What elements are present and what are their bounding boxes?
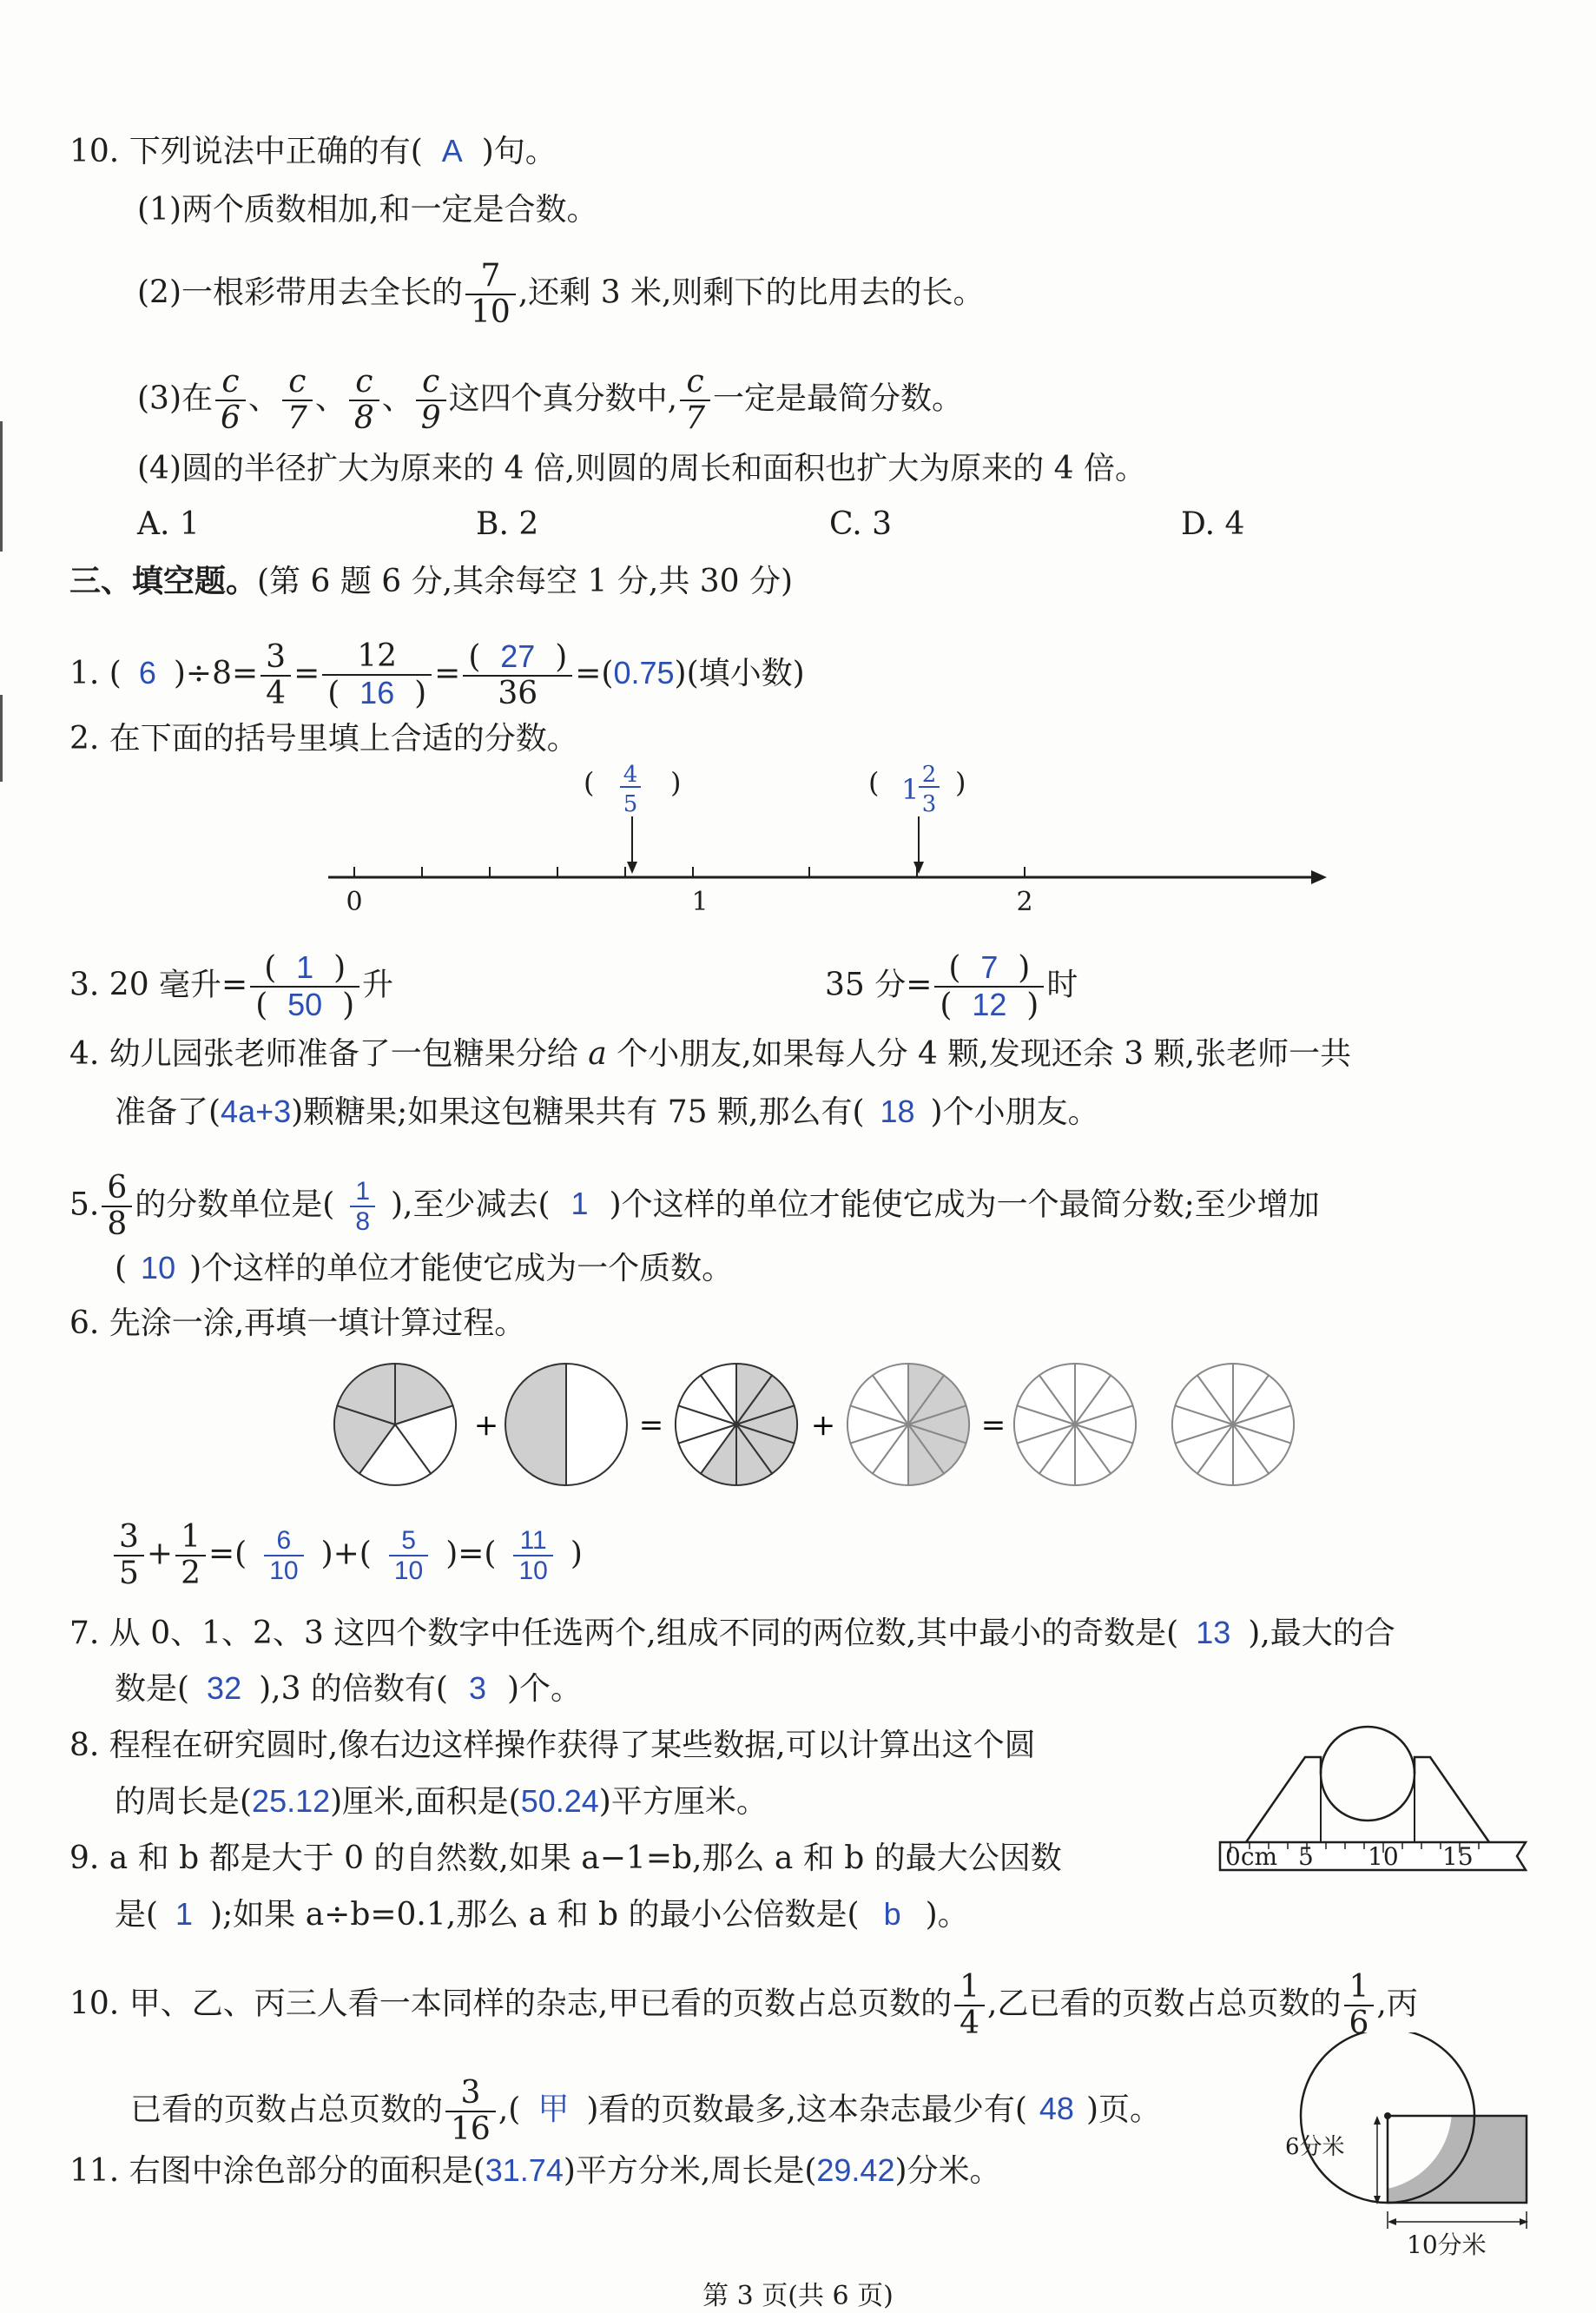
section-title: 三、填空题。(第 6 题 6 分,其余每空 1 分,共 30 分) bbox=[69, 563, 794, 599]
fill-q6-calc: $\frac{3}{5}$ + $\frac{1}{2}$ =( $\frac{6}{10}$ )+( $\frac{5}{10}$ )=( $\frac{11}{10}$ ) bbox=[111, 1520, 583, 1592]
answer: 7 bbox=[980, 949, 999, 985]
label-num: 2 bbox=[921, 762, 937, 788]
answer: 0.75 bbox=[613, 654, 675, 691]
label-den: 3 bbox=[921, 791, 937, 817]
number-line-figure bbox=[313, 756, 1355, 929]
tick-label: 0 bbox=[346, 887, 363, 917]
page-footer: 第 3 页(共 6 页) bbox=[702, 2281, 894, 2311]
margin-bar bbox=[0, 695, 3, 782]
fill-q7-line1: 7. 从 0、1、2、3 这四个数字中任选两个,组成不同的两位数,其中最小的奇数是( 13 ),最大的合 bbox=[69, 1615, 1395, 1651]
answer-fraction: $\frac{11}{10}$ bbox=[513, 1526, 552, 1586]
fraction: $\frac{1}{4}$ bbox=[954, 1970, 985, 2042]
q10-stem: 10. 下列说法中正确的有( A )句。 bbox=[69, 133, 557, 169]
fill-q11: 11. 右图中涂色部分的面积是(31.74)平方分米,周长是(29.42)分米。 bbox=[69, 2152, 1001, 2189]
height-label: 6分米 bbox=[1285, 2134, 1345, 2160]
circle-tenths-3 bbox=[1014, 1364, 1136, 1485]
answer: 12 bbox=[972, 987, 1007, 1023]
fraction: $\frac{c}{7}$ bbox=[282, 365, 313, 437]
fraction: $\frac{c}{8}$ bbox=[349, 365, 379, 437]
answer: 3 bbox=[468, 1670, 487, 1706]
answer: 1 bbox=[570, 1186, 589, 1222]
answer-fraction: $\frac{1}{8}$ bbox=[350, 1177, 375, 1237]
fill-q2: 2. 在下面的括号里填上合适的分数。 bbox=[69, 721, 578, 757]
answer-fraction: $\frac{6}{10}$ bbox=[264, 1526, 303, 1586]
label-open: ( bbox=[868, 766, 880, 799]
fill-q6: 6. 先涂一涂,再填一填计算过程。 bbox=[69, 1305, 526, 1341]
fill-q5-line1: 5. $\frac{6}{8}$ 的分数单位是( $\frac{1}{8}$ ),至少减去( 1 )个这样的单位才能使它成为一个最简分数;至少增加 bbox=[69, 1170, 1320, 1243]
answer: 50.24 bbox=[520, 1783, 599, 1819]
fraction: $\frac{1}{6}$ bbox=[1344, 1970, 1375, 2042]
q10-statement-4: (4)圆的半径扩大为原来的 4 倍,则圆的周长和面积也扩大为原来的 4 倍。 bbox=[137, 451, 1147, 486]
answer: 50 bbox=[287, 987, 323, 1023]
fill-q8-line2: 的周长是(25.12)厘米,面积是(50.24)平方厘米。 bbox=[115, 1783, 768, 1820]
answer: 31.74 bbox=[485, 2152, 564, 2188]
option-b: B. 2 bbox=[476, 506, 539, 542]
answer: 27 bbox=[500, 638, 536, 674]
answer: 1 bbox=[175, 1896, 194, 1932]
fill-q3-right: 35 分= $\frac{( 7 )}{( 12 )}$ 时 bbox=[825, 949, 1078, 1024]
label-den: 5 bbox=[623, 791, 638, 817]
answer: 10 bbox=[141, 1250, 176, 1285]
fill-q3-left: 3. 20 毫升= $\frac{( 1 )}{( 50 )}$ 升 bbox=[69, 949, 394, 1024]
fraction: $\frac{( 27 )}{36}$ bbox=[463, 639, 572, 712]
answer: 29.42 bbox=[816, 2152, 895, 2188]
answer: 13 bbox=[1196, 1615, 1231, 1650]
answer: 甲 bbox=[537, 2091, 570, 2127]
equals-sign: = bbox=[980, 1408, 1006, 1443]
circle-fifths bbox=[334, 1364, 456, 1485]
fill-q5-line2: ( 10 )个这样的单位才能使它成为一个质数。 bbox=[115, 1250, 734, 1286]
circle-rectangle-figure bbox=[1285, 2032, 1546, 2260]
answer: 4a+3 bbox=[221, 1094, 292, 1129]
answer: 1 bbox=[296, 949, 314, 985]
answer: 6 bbox=[138, 654, 156, 691]
fill-q1: 1. ( 6 )÷8= $\frac{3}{4}$ = $\frac{12}{( 16 )}$ = $\frac{( 27 )}{36}$ =(0.75)(填小数) bbox=[69, 638, 805, 712]
plus-sign: + bbox=[810, 1408, 836, 1443]
fill-q10-line1: 10. 甲、乙、丙三人看一本同样的杂志,甲已看的页数占总页数的 $\frac{1}{4}$ ,乙已看的页数占总页数的 $\frac{1}{6}$ ,丙 bbox=[69, 1969, 1418, 2042]
fraction: $\frac{c}{7}$ bbox=[680, 365, 710, 437]
ruler-circle-figure bbox=[1211, 1724, 1541, 1907]
fill-q7-line2: 数是( 32 ),3 的倍数有( 3 )个。 bbox=[115, 1670, 583, 1707]
ruler-label: 0cm bbox=[1225, 1842, 1278, 1871]
fill-q4-line1: 4. 幼儿园张老师准备了一包糖果分给 a 个小朋友,如果每人分 4 颗,发现还余 3 颗,张老师一共 bbox=[69, 1036, 1352, 1072]
fraction: $\frac{3}{5}$ bbox=[114, 1520, 144, 1592]
option-a: A. 1 bbox=[137, 506, 200, 542]
answer: 16 bbox=[359, 675, 395, 711]
answer: A bbox=[441, 133, 463, 169]
circle-tenths-2 bbox=[847, 1364, 969, 1485]
fill-q4-line2: 准备了(4a+3)颗糖果;如果这包糖果共有 75 颗,那么有( 18 )个小朋友。 bbox=[115, 1094, 1099, 1130]
fraction: $\frac{3}{16}$ bbox=[445, 2076, 496, 2148]
fraction: $\frac{3}{4}$ bbox=[261, 640, 291, 712]
fraction: $\frac{12}{( 16 )}$ bbox=[322, 639, 432, 712]
fraction: $\frac{7}{10}$ bbox=[465, 259, 516, 331]
option-d: D. 4 bbox=[1181, 506, 1245, 542]
label-open: ( bbox=[584, 766, 595, 799]
shaded-region bbox=[1388, 2116, 1527, 2203]
fraction: $\frac{1}{2}$ bbox=[175, 1520, 206, 1592]
fill-q9-line1: 9. a 和 b 都是大于 0 的自然数,如果 a−1=b,那么 a 和 b 的最大公因数 bbox=[69, 1840, 1062, 1876]
label-close: ) bbox=[670, 766, 682, 799]
fraction: $\frac{c}{9}$ bbox=[416, 365, 446, 437]
fill-q10-line2: 已看的页数占总页数的 $\frac{3}{16}$ ,( 甲 )看的页数最多,这本杂志最少有( 48 )页。 bbox=[130, 2075, 1161, 2148]
answer-fraction: $\frac{5}{10}$ bbox=[389, 1526, 428, 1586]
q10-statement-3: (3)在 $\frac{c}{6}$ 、 $\frac{c}{7}$ 、 $\frac{c}{8}$ 、 $\frac{c}{9}$ 这四个真分数中, $\frac{c}{7}$ 一定是最简分数。 bbox=[137, 364, 964, 437]
fraction: $\frac{( 7 )}{( 12 )}$ bbox=[934, 950, 1044, 1024]
pie-figures bbox=[330, 1355, 1303, 1494]
ruler-label: 5 bbox=[1298, 1842, 1314, 1871]
answer: 18 bbox=[880, 1094, 915, 1129]
width-label: 10分米 bbox=[1407, 2230, 1487, 2259]
answer: 48 bbox=[1039, 2091, 1074, 2127]
option-c: C. 3 bbox=[829, 506, 893, 542]
fraction: $\frac{6}{8}$ bbox=[102, 1171, 132, 1243]
q10-statement-1: (1)两个质数相加,和一定是合数。 bbox=[137, 192, 598, 228]
circle-halves bbox=[505, 1364, 627, 1485]
circle-tenths-4 bbox=[1172, 1364, 1294, 1485]
fill-q9-line2: 是( 1 );如果 a÷b=0.1,那么 a 和 b 的最小公倍数是( b )。 bbox=[115, 1896, 969, 1933]
fraction: $\frac{c}{6}$ bbox=[215, 365, 246, 437]
fraction: $\frac{( 1 )}{( 50 )}$ bbox=[250, 950, 359, 1024]
tick-label: 2 bbox=[1016, 887, 1033, 917]
label-num: 4 bbox=[623, 762, 638, 788]
circle-tenths-1 bbox=[676, 1364, 797, 1485]
label-close: ) bbox=[955, 766, 966, 799]
equals-sign: = bbox=[638, 1408, 664, 1443]
answer: 32 bbox=[207, 1670, 242, 1706]
label-whole: 1 bbox=[901, 773, 920, 806]
q10-statement-2: (2)一根彩带用去全长的 $\frac{7}{10}$ ,还剩 3 米,则剩下的比用去的长。 bbox=[137, 258, 985, 331]
answer: 25.12 bbox=[252, 1783, 331, 1819]
tick-label: 1 bbox=[691, 887, 709, 917]
ruler-label: 15 bbox=[1442, 1842, 1474, 1871]
ruler-label: 10 bbox=[1368, 1842, 1399, 1871]
margin-bar bbox=[0, 421, 3, 552]
fill-q8-line1: 8. 程程在研究圆时,像右边这样操作获得了某些数据,可以计算出这个圆 bbox=[69, 1728, 1036, 1763]
plus-sign: + bbox=[473, 1408, 499, 1443]
answer: b bbox=[883, 1896, 901, 1932]
